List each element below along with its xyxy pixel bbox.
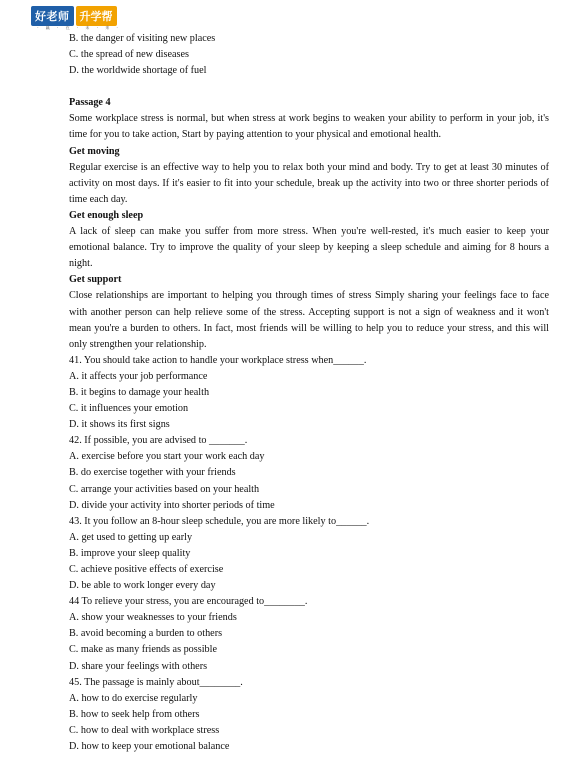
brand-logo	[31, 6, 127, 26]
question-stem: 44 To relieve your stress, you are encouraged to________.	[69, 596, 308, 608]
passage-title: Passage 4	[69, 97, 111, 109]
question-stem: 43. It you follow an 8-hour sleep schedule, you are more likely to______.	[69, 515, 370, 527]
question-stem: 42. If possible, you are advised to _______.	[69, 435, 248, 447]
answer-option: C. it influences your emotion	[69, 403, 189, 415]
answer-option: A. get used to getting up early	[69, 531, 193, 543]
answer-option: D. how to keep your emotional balance	[69, 741, 230, 753]
answer-option: B. how to seek help from others	[69, 708, 200, 720]
prev-option: C. the spread of new diseases	[69, 49, 189, 61]
answer-option: A. how to do exercise regularly	[69, 692, 198, 704]
answer-option: D. be able to work longer every day	[69, 580, 216, 592]
answer-option: C. how to deal with workplace stress	[69, 724, 220, 736]
answer-option: A. show your weaknesses to your friends	[69, 612, 237, 624]
answer-option: C. arrange your activities based on your health	[69, 483, 260, 495]
answer-option: B. avoid becoming a burden to others	[69, 628, 223, 640]
answer-option: B. do exercise together with your friends	[69, 467, 236, 479]
answer-option: C. make as many friends as possible	[69, 644, 217, 656]
answer-option: A. exercise before you start your work each day	[69, 451, 265, 463]
section-text: A lack of sleep can make you suffer from more stress. When you're well-rested, it's much easier to keep your emotional balance. Try to improve the quality of your sleep by keeping a sleep schedule and aiming for 8 hours a night.	[69, 226, 549, 270]
logo-accent-text: 升学帮	[76, 6, 117, 26]
answer-option: D. share your feelings with others	[69, 660, 208, 672]
answer-option: B. it begins to damage your health	[69, 386, 210, 398]
prev-option: D. the worldwide shortage of fuel	[69, 65, 207, 77]
prev-option: B. the danger of visiting new places	[69, 33, 216, 44]
answer-option: D. it shows its first signs	[69, 419, 170, 431]
logo-subtitle: · 赢 · 在 · 未 · 来 ·	[37, 25, 121, 30]
answer-option: A. it affects your job performance	[69, 370, 208, 382]
answer-option: C. achieve positive effects of exercise	[69, 564, 224, 575]
passage-intro: Some workplace stress is normal, but when stress at work begins to weaken your ability to perform in your job, it's time for you to take action, Start by paying attention to your physical and emotional health.	[69, 113, 549, 141]
section-text: Close relationships are important to helping you through times of stress Simply sharing your feelings face to face with another person can help relieve some of the stress. Accepting support is not a sign of weakness and it won't mean you're a burden to others. In fact, most friends will be willing to help you to reduce your stress, and this will only strengthen your relationship.	[69, 290, 549, 350]
section-heading: Get moving	[69, 145, 120, 157]
question-stem: 41. You should take action to handle your workplace stress when______.	[69, 354, 367, 366]
section-heading: Get enough sleep	[69, 209, 144, 221]
answer-option: D. divide your activity into shorter periods of time	[69, 499, 275, 511]
logo-main-text: 好老师	[31, 6, 74, 26]
question-stem: 45. The passage is mainly about________.	[69, 676, 243, 688]
section-text: Regular exercise is an effective way to help you to relax both your mind and body. Try to get at least 30 minutes of activity on most days. If it's easier to fit into your schedule, break up the activity into two or three shorter periods of time each day.	[69, 161, 549, 205]
section-heading: Get support	[69, 274, 122, 286]
answer-option: B. improve your sleep quality	[69, 547, 191, 559]
document-body	[69, 31, 549, 755]
